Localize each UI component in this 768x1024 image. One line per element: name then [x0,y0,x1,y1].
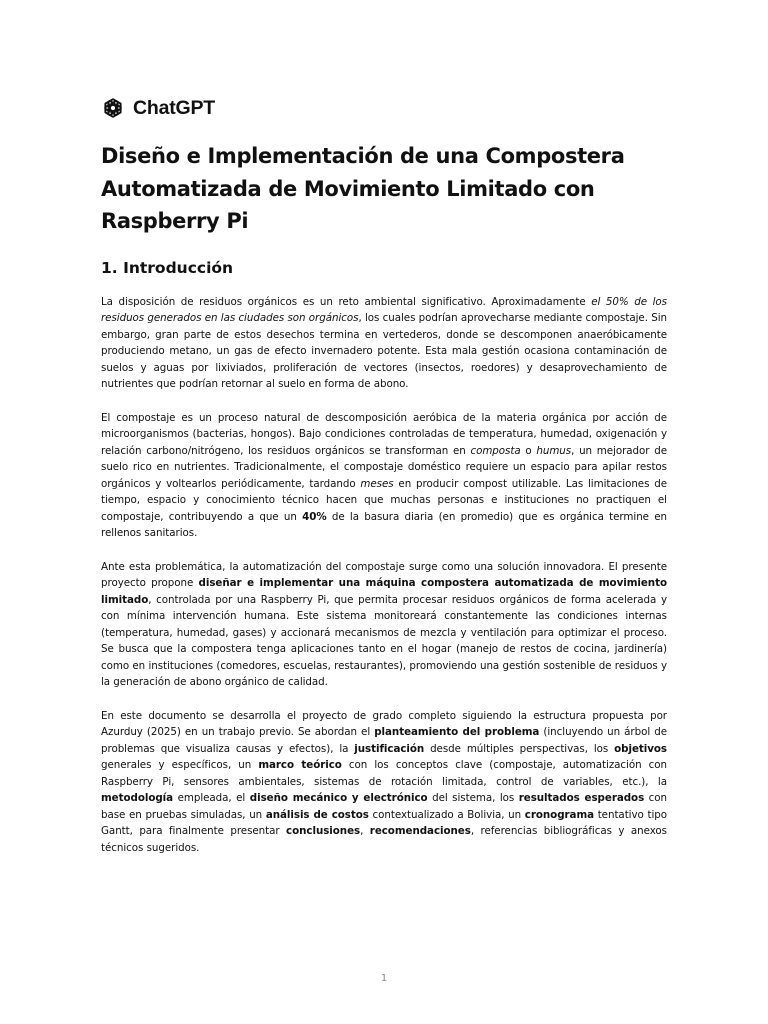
text-run: generales y específicos, un [101,759,259,771]
text-run: desde múltiples perspectivas, los [424,742,615,755]
text-run: Ante esta problemática, la automatización del compostaje surge como una solución innovadora. El presente proyecto propone [101,560,667,589]
text-run: , referencias bibliográficas y anexos técnicos sugeridos. [101,825,667,854]
text-run: El compostaje es un proceso natural de descomposición aeróbica de la materia orgánica por acción de microorganismos (bacterias, hongos). Bajo condiciones controladas de temperatura, humedad, oxigenación y relación carbono/nitrógeno, los residuos orgánicos se transforman en [101,411,667,457]
bold-run: planteamiento del problema [374,726,540,738]
text-run: , los cuales podrían aprovecharse mediante compostaje. Sin embargo, gran parte de estos desechos termina en vertederos, donde se descomponen anaeróbicamente produciendo metano, un gas de efecto invernadero potente. Esta mala gestión ocasiona contaminación de suelos y aguas por lixiviados, proliferación de vectores (insectos, roedores) y desaprovechamiento de nutrientes que podrían retornar al suelo en forma de abono. [101,312,667,390]
paragraph-1 [101,294,667,393]
paragraph-2 [101,410,667,542]
bold-run: resultados esperados [518,792,645,804]
text-run: contextualizado a Bolivia, un [368,808,525,821]
text-run: La disposición de residuos orgánicos es un reto ambiental significativo. Aproximadamente [101,295,592,308]
bold-run: diseñar e implementar una máquina compostera automatizada de movimiento limitado [101,577,667,606]
italic-run: el 50% de los residuos generados en las ciudades son orgánicos [101,295,667,324]
bold-run: conclusiones [286,825,361,837]
bold-run: 40% [302,510,327,523]
brand-name: ChatGPT [133,96,216,119]
text-run: o [520,444,537,457]
bold-run: recomendaciones [369,825,471,837]
paragraph-4 [101,708,667,857]
text-run: (incluyendo un árbol de problemas que visualiza causas y efectos), la [101,726,667,755]
section-heading: 1. Introducción [101,258,234,277]
text-run: con base en pruebas simuladas, un [101,792,668,821]
bold-run: análisis de costos [265,808,369,821]
bold-run: objetivos [614,742,667,755]
bold-run: metodología [101,792,174,804]
bold-run: cronograma [524,808,595,821]
text-run: del sistema, los [427,792,519,804]
openai-logo-icon [101,96,125,120]
text-run: en producir compost utilizable. Las limitaciones de tiempo, espacio y conocimiento técnico hacen que muchas personas e instituciones no practiquen el compostaje, contribuyendo a que un [101,477,667,523]
document-title: Diseño e Implementación de una Compostera Automatizada de Movimiento Limitado con Raspberry Pi [101,144,625,233]
italic-run: meses [360,477,394,490]
page-number: 1 [380,973,388,984]
bold-run: diseño mecánico y electrónico [249,792,428,804]
text-run: con los conceptos clave (compostaje, automatización con Raspberry Pi, sensores ambientales, sistemas de rotación limitada, control de variables, etc.), la [101,759,668,788]
document-page [101,96,667,873]
text-run: empleada, el [173,792,250,804]
text-run: tentativo tipo Gantt, para finalmente presentar [101,808,667,837]
text-run: En este documento se desarrolla el proyecto de grado completo siguiendo la estructura propuesta por Azurduy (2025) en un trabajo previo. Se abordan el [101,709,667,738]
italic-run: composta [470,444,521,457]
brand-header [101,96,667,120]
text-run: de la basura diaria (en promedio) que es orgánica termine en rellenos sanitarios. [101,510,667,539]
italic-run: humus [536,444,572,457]
paragraph-3 [101,559,667,691]
bold-run: marco teórico [258,759,342,771]
text-run: , [360,825,370,837]
text-run: , un mejorador de suelo rico en nutrientes. Tradicionalmente, el compostaje doméstico requiere un espacio para apilar restos orgánicos y voltearlos periódicamente, tardando [101,444,667,490]
bold-run: justificación [354,742,425,755]
text-run: , controlada por una Raspberry Pi, que permita procesar residuos orgánicos de forma acelerada y con mínima intervención humana. Este sistema monitoreará constantemente las condiciones internas (temperatura, humedad, gases) y accionará mecanismos de mezcla y ventilación para optimizar el proceso. Se busca que la compostera tenga aplicaciones tanto en el hogar (manejo de restos de cocina, jardinería) como en instituciones (comedores, escuelas, restaurantes), promoviendo una gestión sostenible de residuos y la generación de abono orgánico de calidad. [101,593,667,688]
